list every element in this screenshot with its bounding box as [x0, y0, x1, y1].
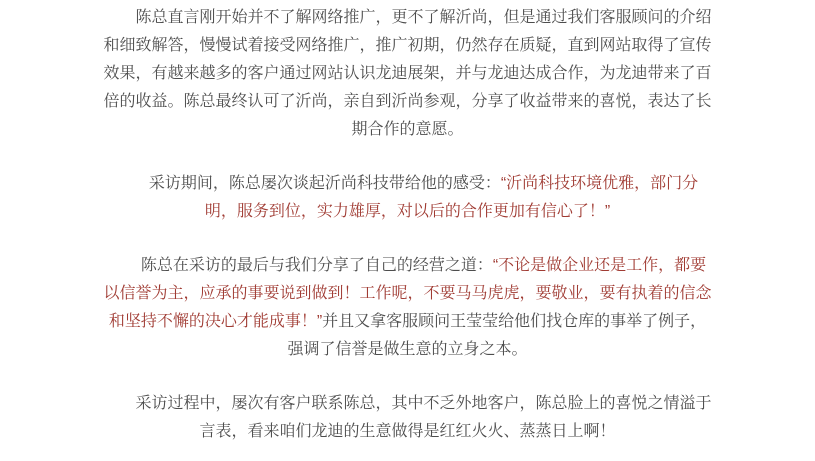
quote-text-segment: “不论是做企业还是工作，都要以信誉为主，应承的事要说到做到！工作呢，不要马马虎虎，要敬业，要有执着的信念和坚持不懈的决心才能成事！” — [103, 257, 712, 330]
paragraph — [102, 390, 714, 446]
paragraph — [102, 4, 714, 144]
text-segment: 陈总在采访的最后与我们分享了自己的经营之道： — [140, 257, 493, 274]
text-segment: 采访过程中，屡次有客户联系陈总，其中不乏外地客户，陈总脸上的喜悦之情溢于言表，看来咱们龙迪的生意做得是红红火火、蒸蒸日上啊！ — [135, 395, 712, 440]
quote-text-segment: “沂尚科技环境优雅，部门分明，服务到位，实力雄厚，对以后的合作更加有信心了！” — [204, 175, 699, 220]
paragraph — [102, 252, 714, 364]
text-segment: 陈总直言刚开始并不了解网络推广，更不了解沂尚，但是通过我们客服顾问的介绍和细致解答，慢慢试着接受网络推广，推广初期，仍然存在质疑，直到网站取得了宣传效果，有越来越多的客户通过网站认识龙迪展架，并与龙迪达成合作，为龙迪带来了百倍的收益。陈总最终认可了沂尚，亲自到沂尚参观，分享了收益带来的喜悦，表达了长期合作的意愿。 — [103, 9, 712, 138]
text-segment: 并且又拿客服顾问王莹莹给他们找仓库的事举了例子，强调了信誉是做生意的立身之本。 — [287, 313, 707, 358]
text-segment: 采访期间，陈总屡次谈起沂尚科技带给他的感受： — [148, 175, 501, 192]
paragraph — [102, 170, 714, 226]
article-body — [102, 0, 714, 446]
